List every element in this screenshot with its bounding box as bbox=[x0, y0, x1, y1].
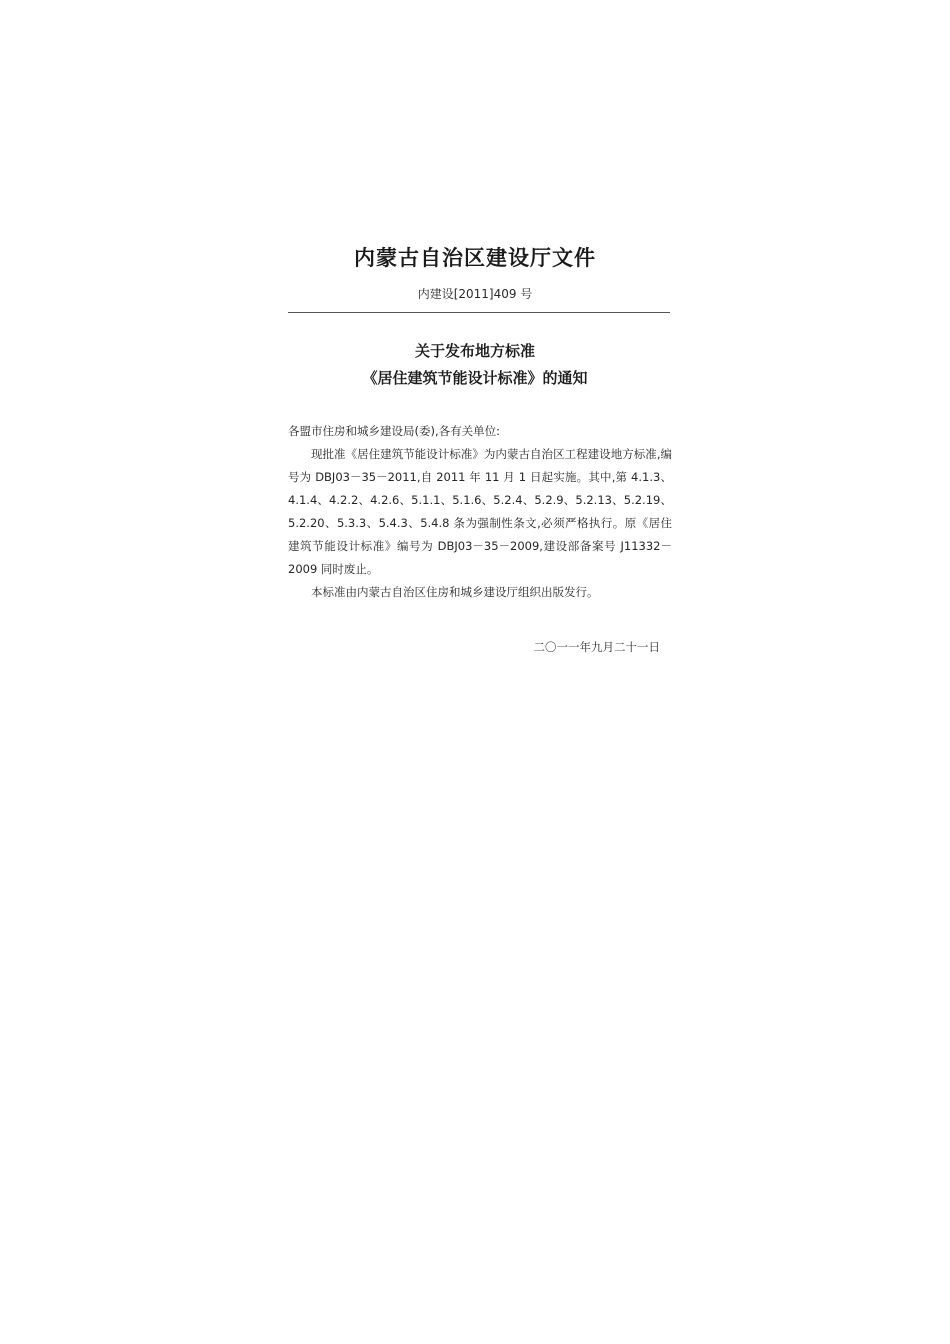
subject-line-2: 《居住建筑节能设计标准》的通知 bbox=[362, 369, 588, 387]
issue-date: 二〇一一年九月二十一日 bbox=[533, 640, 660, 654]
notice-subject bbox=[0, 338, 950, 392]
page-title: 内蒙古自治区建设厅文件 bbox=[354, 245, 596, 270]
document-number: 内建设[2011]409 号 bbox=[417, 287, 533, 301]
body-paragraph-2: 本标准由内蒙古自治区住房和城乡建设厅组织出版发行。 bbox=[311, 585, 599, 599]
header-divider bbox=[288, 312, 670, 313]
subject-line-1: 关于发布地方标准 bbox=[414, 342, 535, 360]
salutation: 各盟市住房和城乡建设局(委),各有关单位: bbox=[288, 424, 501, 438]
body-paragraph-1: 现批准《居住建筑节能设计标准》为内蒙古自治区工程建设地方标准,编号为 DBJ03－35－2011,自 2011 年 11 月 1 日起实施。其中,第 4.1.3、4.1.4、4.2.2、4.2.6、5.1.1、5.1.6、5.2.4、5.2.9、5.2.13、5.2.19、5.2.20、5.3.3、5.4.3、5.4.8 条为强制性条文,必须严格执行。原《居住建筑节能设计标准》编号为 DBJ03－35－2009,建设部备案号 J11332－2009 同时废止。 bbox=[288, 447, 672, 576]
notice-body bbox=[288, 420, 672, 604]
